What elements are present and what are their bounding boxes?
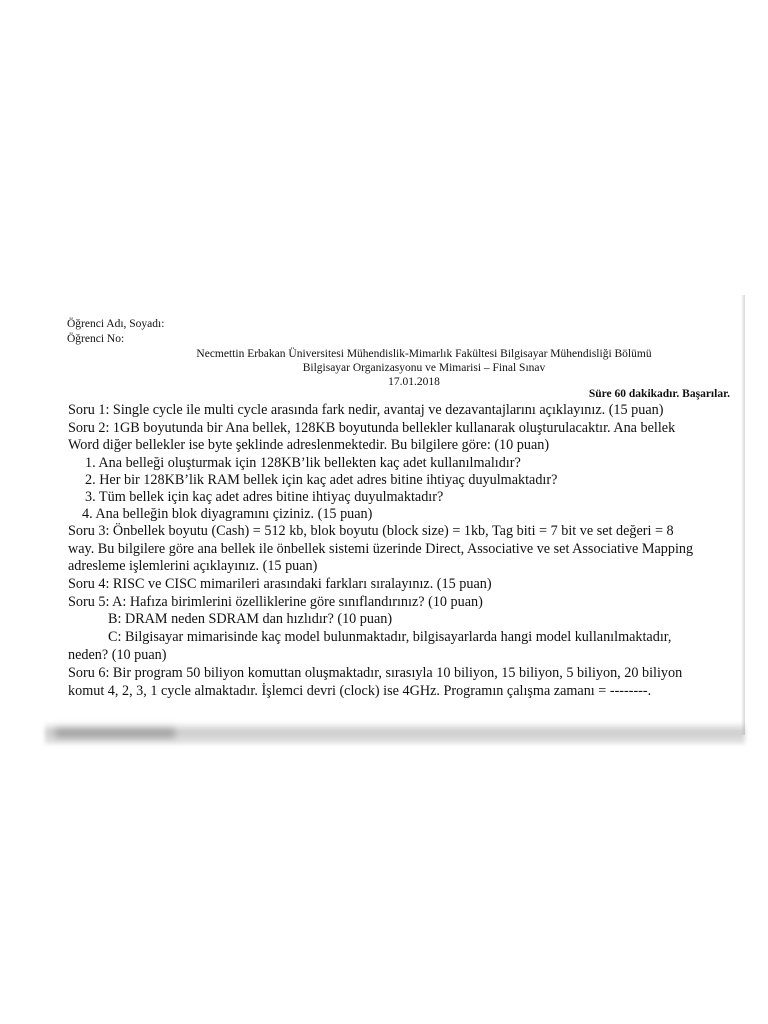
duration-note: Süre 60 dakikadır. Başarılar.	[588, 388, 730, 400]
question-5a: Soru 5: A: Hafıza birimlerini özelliklerine göre sınıflandırınız? (10 puan)	[68, 594, 483, 610]
course-title: Bilgisayar Organizasyonu ve Mimarisi – Final Sınav	[302, 362, 546, 374]
question-2-item-1: 1. Ana belleği oluşturmak için 128KB’lik bellekten kaç adet kullanılmalıdır?	[85, 455, 521, 471]
scan-shadow	[45, 722, 745, 744]
question-3-cont-1: way. Bu bilgilere göre ana bellek ile önbellek sistemi üzerinde Direct, Associative ve set Associative Mapping	[68, 541, 694, 557]
question-6: Soru 6: Bir program 50 biliyon komuttan oluşmaktadır, sırasıyla 10 biliyon, 15 biliyon, 5 biliyon, 20 biliyon	[68, 665, 683, 681]
student-no-label: Öğrenci No:	[67, 333, 125, 345]
question-3-cont-2: adresleme işlemlerini açıklayınız. (15 puan)	[68, 558, 318, 574]
question-6-cont: komut 4, 2, 3, 1 cycle almaktadır. İşlemci devri (clock) ise 4GHz. Programın çalışma zamanı = --------.	[68, 683, 652, 699]
question-4: Soru 4: RISC ve CISC mimarileri arasındaki farkları sıralayınız. (15 puan)	[68, 576, 492, 592]
question-2-item-2: 2. Her bir 128KB’lik RAM bellek için kaç adet adres bitine ihtiyaç duyulmaktadır?	[85, 472, 558, 488]
question-5c-cont: neden? (10 puan)	[68, 647, 167, 663]
exam-date: 17.01.2018	[388, 376, 440, 388]
question-3: Soru 3: Önbellek boyutu (Cash) = 512 kb, blok boyutu (block size) = 1kb, Tag biti = 7 bit ve set değeri = 8	[68, 523, 674, 539]
question-5c: C: Bilgisayar mimarisinde kaç model bulunmaktadır, bilgisayarlarda hangi model kullanılmaktadır,	[108, 629, 672, 645]
question-2-cont: Word diğer bellekler ise byte şeklinde adreslenmektedir. Bu bilgilere göre: (10 puan)	[68, 437, 550, 453]
student-name-label: Öğrenci Adı, Soyadı:	[67, 318, 165, 330]
question-2-item-4: 4. Ana belleğin blok diyagramını çiziniz. (15 puan)	[82, 506, 373, 522]
question-2-item-3: 3. Tüm bellek için kaç adet adres bitine ihtiyaç duyulmaktadır?	[85, 489, 444, 505]
question-5b: B: DRAM neden SDRAM dan hızlıdır? (10 puan)	[108, 611, 393, 627]
scan-edge	[741, 295, 745, 735]
question-1: Soru 1: Single cycle ile multi cycle arasında fark nedir, avantaj ve dezavantajlarını açıklayınız. (15 puan)	[68, 402, 664, 418]
question-2: Soru 2: 1GB boyutunda bir Ana bellek, 128KB boyutunda bellekler kullanarak oluşturulacaktır. Ana bellek	[68, 420, 676, 436]
university-title: Necmettin Erbakan Üniversitesi Mühendislik-Mimarlık Fakültesi Bilgisayar Mühendisliği Bölümü	[196, 348, 652, 360]
